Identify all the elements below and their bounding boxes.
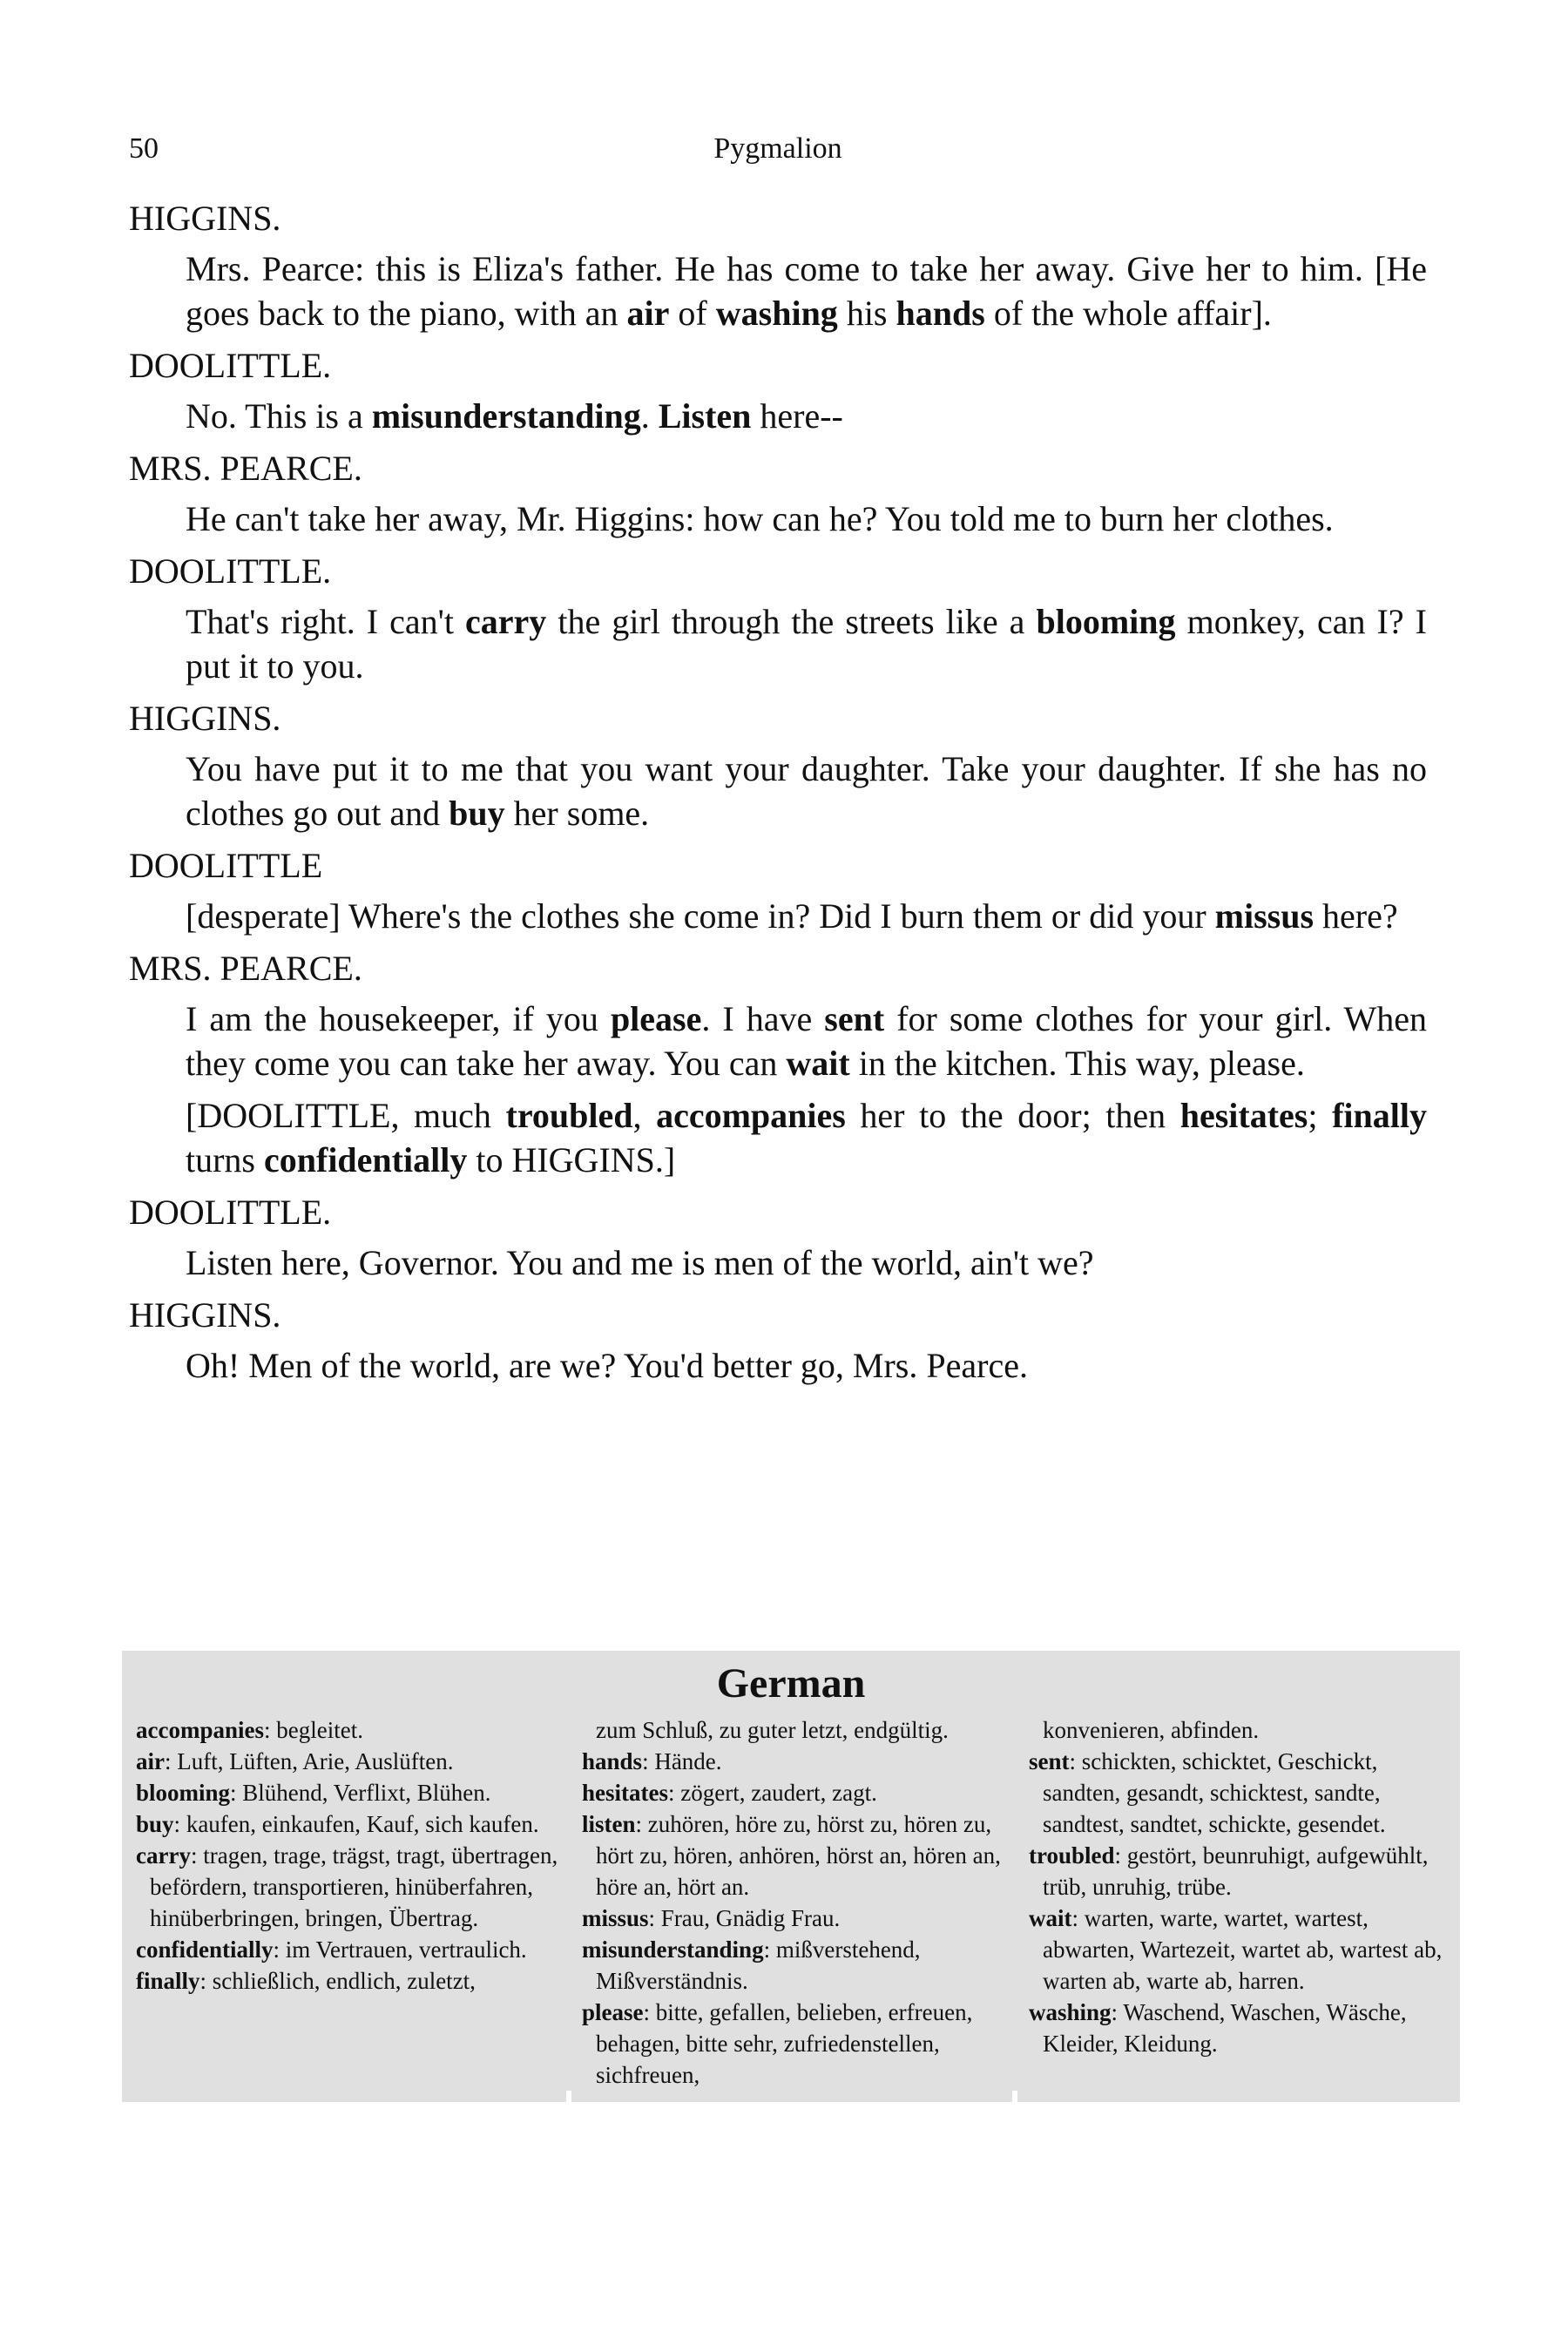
glossary-definition: warten, warte, wartet, wartest, abwarten, Wartezeit, wartet ab, wartest ab, warten ab, warte ab, harren. bbox=[1043, 1905, 1443, 1994]
speaker-name: HIGGINS. bbox=[129, 699, 281, 738]
speech-text: [desperate] Where's the clothes she come in? Did I burn them or did your bbox=[186, 896, 1215, 936]
glossary-entry: finally: schließlich, endlich, zuletzt, bbox=[136, 1968, 476, 1994]
glossed-word: confidentially bbox=[264, 1140, 468, 1179]
page-number: 50 bbox=[129, 132, 159, 165]
glossed-word: carry bbox=[465, 602, 547, 641]
glossed-word: troubled bbox=[505, 1096, 633, 1135]
speech-text: for some clothes for your girl. When they come you can take her away. You can bbox=[186, 999, 1428, 1083]
glossary-continuation: konvenieren, abfinden. bbox=[1043, 1717, 1260, 1743]
glossary-entry: confidentially: im Vertrauen, vertraulich. bbox=[136, 1936, 527, 1963]
glossary-term: buy bbox=[136, 1811, 174, 1837]
speech-text: He can't take her away, Mr. Higgins: how can he? You told me to burn her clothes. bbox=[186, 499, 1334, 538]
glossed-word: air bbox=[626, 294, 670, 333]
glossary-term: carry bbox=[136, 1842, 191, 1869]
speech-text: You have put it to me that you want your daughter. Take your daughter. If she has no clothes go out and bbox=[186, 749, 1427, 833]
glossed-word: wait bbox=[786, 1044, 850, 1083]
column-separator bbox=[566, 2091, 571, 2102]
glossed-word: accompanies bbox=[656, 1096, 846, 1135]
speech-paragraph bbox=[186, 497, 1427, 541]
speech-paragraph bbox=[186, 894, 1427, 938]
glossary-entry: carry: tragen, trage, trägst, tragt, übertragen, befördern, transportieren, hinüberfahren, hinüberbringen, bringen, Übertrag. bbox=[136, 1842, 558, 1931]
speech-paragraph bbox=[186, 394, 1427, 438]
speaker-name: MRS. PEARCE. bbox=[129, 449, 362, 488]
speech-text: his bbox=[837, 294, 896, 333]
speech-paragraph bbox=[186, 1240, 1427, 1285]
glossary-definition: bitte, gefallen, belieben, erfreuen, behagen, bitte sehr, zufriedenstellen, sichfreuen, bbox=[596, 1999, 973, 2088]
speech-text: in the kitchen. This way, please. bbox=[849, 1044, 1305, 1083]
glossary-entry: accompanies: begleitet. bbox=[136, 1717, 363, 1743]
speech-paragraph bbox=[186, 247, 1427, 335]
speech-text: monkey, can I? I put it to you. bbox=[186, 602, 1427, 686]
glossary-definition: tragen, trage, trägst, tragt, übertragen, befördern, transportieren, hinüberfahren, hinüberbringen, bringen, Übertrag. bbox=[150, 1842, 558, 1931]
speech-text: Mrs. Pearce: this is Eliza's father. He has come to take her away. Give her to him. [He goes back to the piano, with an bbox=[186, 249, 1427, 333]
glossed-word: blooming bbox=[1036, 602, 1176, 641]
speech-text: . I have bbox=[701, 999, 825, 1038]
glossed-word: missus bbox=[1214, 896, 1315, 936]
glossary-title: German bbox=[716, 1660, 866, 1707]
glossed-word: washing bbox=[715, 294, 838, 333]
speech-text: Oh! Men of the world, are we? You'd better go, Mrs. Pearce. bbox=[186, 1346, 1028, 1385]
glossary-entry: please: bitte, gefallen, belieben, erfreuen, behagen, bitte sehr, zufriedenstellen, sichfreuen, bbox=[582, 1999, 973, 2088]
speech-text: her to the door; then bbox=[845, 1096, 1180, 1135]
speech-text: That's right. I can't bbox=[186, 602, 466, 641]
glossary-entry: wait: warten, warte, wartet, wartest, abwarten, Wartezeit, wartet ab, wartest ab, warten ab, warte ab, harren. bbox=[1029, 1905, 1443, 1994]
glossary-definition: begleitet. bbox=[276, 1717, 363, 1743]
speech-text: to HIGGINS.] bbox=[467, 1140, 676, 1179]
glossary-definition: Hände. bbox=[654, 1748, 722, 1774]
glossed-word: hesitates bbox=[1179, 1096, 1308, 1135]
speaker-name: HIGGINS. bbox=[129, 1295, 281, 1335]
speech-text: . bbox=[640, 396, 659, 436]
glossary-definition: zögert, zaudert, zagt. bbox=[680, 1780, 877, 1806]
glossary-definition: kaufen, einkaufen, Kauf, sich kaufen. bbox=[186, 1811, 539, 1837]
speech-text: of the whole affair]. bbox=[984, 294, 1272, 333]
glossary-term: finally bbox=[136, 1968, 200, 1994]
glossary-term: sent bbox=[1029, 1748, 1070, 1774]
speaker-name: DOOLITTLE bbox=[129, 846, 323, 885]
glossary-term: confidentially bbox=[136, 1936, 274, 1963]
speech-text: the girl through the streets like a bbox=[546, 602, 1037, 641]
speech-paragraph bbox=[186, 1343, 1427, 1388]
glossary-term: missus bbox=[582, 1905, 649, 1931]
glossary-entry: hesitates: zögert, zaudert, zagt. bbox=[582, 1780, 877, 1806]
glossary-term: air bbox=[136, 1748, 165, 1774]
glossary-entry: hands: Hände. bbox=[582, 1748, 722, 1774]
speech-text: , bbox=[632, 1096, 657, 1135]
glossary-term: wait bbox=[1029, 1905, 1072, 1931]
glossed-word: Listen bbox=[658, 396, 752, 436]
glossary-definition: Blühend, Verflixt, Blühen. bbox=[242, 1780, 491, 1806]
speech-text: of bbox=[669, 294, 716, 333]
glossary-definition: Frau, Gnädig Frau. bbox=[660, 1905, 841, 1931]
speaker-name: DOOLITTLE. bbox=[129, 346, 332, 385]
glossary-entry: sent: schickten, schicktet, Geschickt, sandten, gesandt, schicktest, sandte, sandtest, sandtet, schickte, gesendet. bbox=[1029, 1748, 1386, 1837]
glossed-word: please bbox=[610, 999, 702, 1038]
glossary-term: accompanies bbox=[136, 1717, 264, 1743]
speech-text: her some. bbox=[504, 794, 650, 833]
glossary-definition: Waschend, Waschen, Wäsche, Kleider, Kleidung. bbox=[1043, 1999, 1407, 2057]
column-separator bbox=[1012, 2091, 1017, 2102]
speech-paragraph bbox=[186, 599, 1427, 688]
glossary-continuation: zum Schluß, zu guter letzt, endgültig. bbox=[596, 1717, 949, 1743]
glossary-entry: listen: zuhören, höre zu, hörst zu, hören zu, hört zu, hören, anhören, hörst an, hören an, höre an, hört an. bbox=[582, 1811, 1001, 1900]
glossary-column-2 bbox=[582, 1714, 1017, 2091]
glossary-entry: troubled: gestört, beunruhigt, aufgewühlt, trüb, unruhig, trübe. bbox=[1029, 1842, 1429, 1900]
glossary-column-3 bbox=[1029, 1714, 1456, 2059]
glossary-term: blooming bbox=[136, 1780, 231, 1806]
glossary-term: misunderstanding bbox=[582, 1936, 764, 1963]
speech-text: ; bbox=[1308, 1096, 1333, 1135]
speech-paragraph bbox=[186, 1093, 1427, 1182]
glossary-column-1 bbox=[136, 1714, 567, 1997]
page-header bbox=[129, 132, 1427, 176]
glossary-entry: missus: Frau, Gnädig Frau. bbox=[582, 1905, 841, 1931]
glossary-term: troubled bbox=[1029, 1842, 1115, 1869]
glossary-definition: schließlich, endlich, zuletzt, bbox=[212, 1968, 476, 1994]
glossary-definition: gestört, beunruhigt, aufgewühlt, trüb, unruhig, trübe. bbox=[1043, 1842, 1429, 1900]
glossary-definition: mißverstehend, Mißverständnis. bbox=[596, 1936, 921, 1994]
play-text bbox=[129, 196, 1427, 1396]
glossed-word: sent bbox=[824, 999, 885, 1038]
speaker-name: MRS. PEARCE. bbox=[129, 949, 362, 988]
glossary-entry: blooming: Blühend, Verflixt, Blühen. bbox=[136, 1780, 491, 1806]
speech-text: here? bbox=[1314, 896, 1398, 936]
glossary-entry: air: Luft, Lüften, Arie, Auslüften. bbox=[136, 1748, 454, 1774]
glossary-definition: im Vertrauen, vertraulich. bbox=[285, 1936, 527, 1963]
glossary-entry: buy: kaufen, einkaufen, Kauf, sich kaufen. bbox=[136, 1811, 539, 1837]
speech-text: I am the housekeeper, if you bbox=[186, 999, 611, 1038]
speech-text: [DOOLITTLE, much bbox=[186, 1096, 506, 1135]
glossed-word: finally bbox=[1332, 1096, 1427, 1135]
glossary-term: listen bbox=[582, 1811, 636, 1837]
glossed-word: misunderstanding bbox=[371, 396, 641, 436]
glossary-definition: zuhören, höre zu, hörst zu, hören zu, hört zu, hören, anhören, hörst an, hören an, höre an, hört an. bbox=[596, 1811, 1001, 1900]
speech-text: No. This is a bbox=[186, 396, 372, 436]
german-glossary bbox=[122, 1651, 1460, 2102]
glossary-term: washing bbox=[1029, 1999, 1112, 2025]
speech-text: turns bbox=[186, 1140, 264, 1179]
speaker-name: DOOLITTLE. bbox=[129, 1193, 332, 1232]
speech-text: Listen here, Governor. You and me is men of the world, ain't we? bbox=[186, 1243, 1094, 1282]
speech-text: here-- bbox=[751, 396, 843, 436]
speech-paragraph bbox=[186, 997, 1427, 1085]
glossary-entry: washing: Waschend, Waschen, Wäsche, Kleider, Kleidung. bbox=[1029, 1999, 1407, 2057]
glossary-definition: schickten, schicktet, Geschickt, sandten, gesandt, schicktest, sandte, sandtest, sandtet, schickte, gesendet. bbox=[1043, 1748, 1386, 1837]
glossary-term: please bbox=[582, 1999, 644, 2025]
glossary-entry: misunderstanding: mißverstehend, Mißverständnis. bbox=[582, 1936, 921, 1994]
speaker-name: HIGGINS. bbox=[129, 199, 281, 238]
book-title: Pygmalion bbox=[713, 132, 842, 165]
glossary-definition: Luft, Lüften, Arie, Auslüften. bbox=[177, 1748, 454, 1774]
glossed-word: hands bbox=[896, 294, 985, 333]
glossary-term: hands bbox=[582, 1748, 643, 1774]
speech-paragraph bbox=[186, 747, 1427, 835]
speaker-name: DOOLITTLE. bbox=[129, 551, 332, 591]
glossed-word: buy bbox=[449, 794, 505, 833]
glossary-term: hesitates bbox=[582, 1780, 668, 1806]
